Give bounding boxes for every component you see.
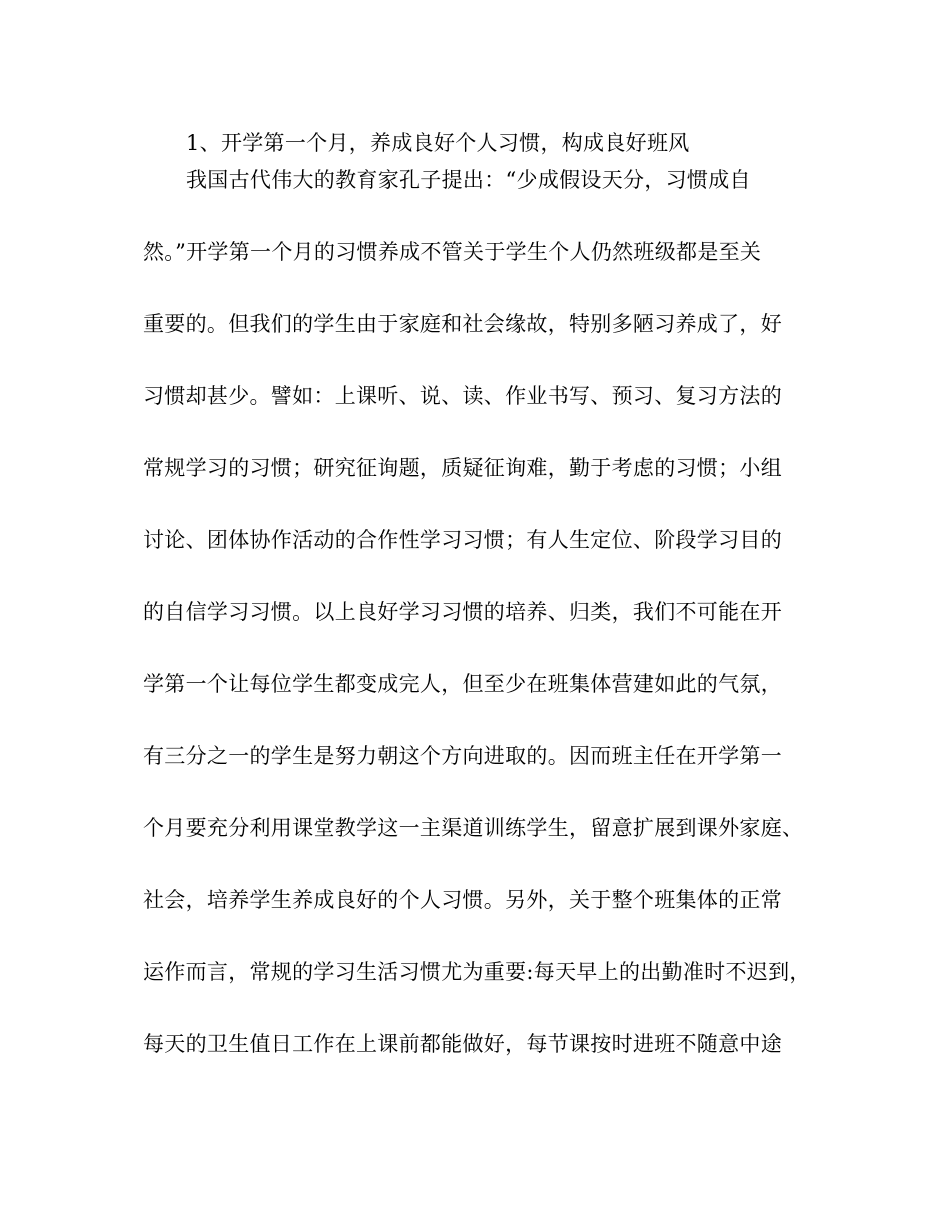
paragraph-line: 的自信学习习惯。以上良好学习习惯的培养、归类，我们不可能在开 [143, 600, 782, 624]
paragraph-line: 常规学习的习惯；研究征询题，质疑征询难，勤于考虑的习惯；小组 [143, 456, 782, 480]
paragraph-line: 个月要充分利用课堂教学这一主渠道训练学生，留意扩展到课外家庭、 [143, 816, 804, 840]
paragraph-line: 运作而言，常规的学习生活习惯尤为重要:每天早上的出勤准时不迟到， [143, 960, 811, 984]
paragraph-line: 每天的卫生值日工作在上课前都能做好，每节课按时进班不随意中途 [143, 1032, 782, 1056]
paragraph-line: 我国古代伟大的教育家孔子提出：“少成假设天分，习惯成自 [186, 168, 751, 192]
paragraph-line: 习惯却甚少。譬如：上课听、说、读、作业书写、预习、复习方法的 [143, 384, 782, 408]
paragraph-line: 有三分之一的学生是努力朝这个方向进取的。因而班主任在开学第一 [143, 744, 782, 768]
paragraph-line: 然。”开学第一个月的习惯养成不管关于学生个人仍然班级都是至关 [143, 240, 762, 264]
paragraph-line: 讨论、团体协作活动的合作性学习习惯；有人生定位、阶段学习目的 [143, 528, 782, 552]
paragraph-line: 学第一个让每位学生都变成完人，但至少在班集体营建如此的气氛， [143, 672, 782, 696]
section-heading: 1、开学第一个月，养成良好个人习惯，构成良好班风 [186, 131, 690, 155]
paragraph-line: 社会，培养学生养成良好的个人习惯。另外，关于整个班集体的正常 [143, 888, 782, 912]
paragraph-line: 重要的。但我们的学生由于家庭和社会缘故，特别多陋习养成了，好 [143, 312, 782, 336]
